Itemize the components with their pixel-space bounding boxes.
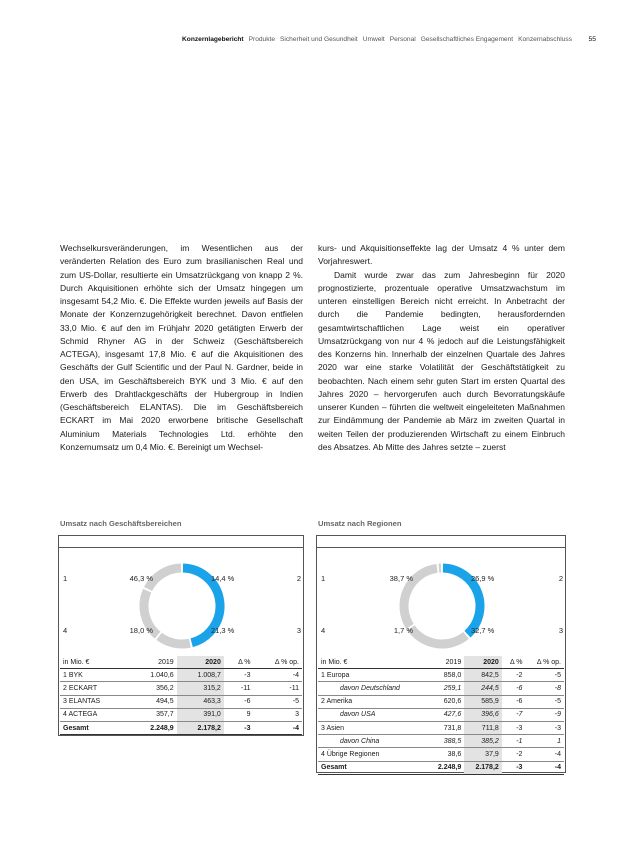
cell-delta-op: -11: [254, 682, 302, 695]
cell-delta: -11: [224, 682, 254, 695]
regions-donut-chart: [317, 536, 567, 656]
cell-2019: 620,6: [427, 695, 465, 708]
cell-delta: -3: [224, 669, 254, 682]
cell-2020: 391,0: [177, 708, 224, 721]
cell-delta: -3: [502, 761, 526, 774]
cell-2020: 315,2: [177, 682, 224, 695]
table-row: [60, 682, 302, 695]
row-label: 3 ELANTAS: [60, 695, 129, 708]
row-label: 4 Übrige Regionen: [318, 748, 427, 761]
col-header-unit: in Mio. €: [60, 656, 129, 669]
page-number: 55: [588, 36, 596, 43]
cell-2019: 38,6: [427, 748, 465, 761]
nav-item-engagement[interactable]: Gesellschaftliches Engagement: [420, 36, 514, 43]
segments-figure: [58, 535, 304, 736]
regions-table: [318, 656, 564, 775]
cell-2020: 37,9: [464, 748, 502, 761]
cell-delta: -7: [502, 708, 526, 721]
col-header-unit: in Mio. €: [318, 656, 427, 669]
cell-2019: 259,1: [427, 682, 465, 695]
row-label: 1 Europa: [318, 669, 427, 682]
data-label-3: 32,7 %: [471, 626, 495, 635]
legend-number-3: 3: [558, 626, 563, 635]
cell-delta: -3: [502, 721, 526, 734]
regions-title: Umsatz nach Regionen: [318, 519, 402, 528]
segments-table: [60, 656, 302, 735]
cell-delta: 9: [224, 708, 254, 721]
cell-2019: 731,8: [427, 721, 465, 734]
nav-item-umwelt[interactable]: Umwelt: [362, 36, 385, 43]
cell-delta-op: -8: [525, 682, 564, 695]
cell-delta: -2: [502, 748, 526, 761]
cell-delta: -6: [502, 682, 526, 695]
table-row: [318, 695, 564, 708]
page-header: [0, 36, 634, 48]
cell-2020: 1.008,7: [177, 669, 224, 682]
table-row: [318, 669, 564, 682]
donut-slice-2: [159, 636, 190, 644]
data-label-4: 18,0 %: [129, 626, 153, 635]
legend-number-3: 3: [296, 626, 301, 635]
cell-2019: 427,6: [427, 708, 465, 721]
cell-delta-op: 1: [525, 735, 564, 748]
col-header-2020: 2020: [464, 656, 502, 669]
legend-number-1: 1: [321, 574, 326, 583]
row-label: 1 BYK: [60, 669, 129, 682]
table-row: [60, 669, 302, 682]
segments-title: Umsatz nach Geschäftsbereichen: [60, 519, 182, 528]
table-header-row: [60, 656, 302, 669]
cell-2019: 858,0: [427, 669, 465, 682]
cell-2019: 1.040,6: [129, 669, 176, 682]
cell-2019: 2.248,9: [427, 761, 465, 774]
col-header-2019: 2019: [427, 656, 465, 669]
table-total-row: [60, 721, 302, 734]
nav-item-produkte[interactable]: Produkte: [248, 36, 275, 43]
row-label: Gesamt: [60, 721, 129, 734]
row-label: 2 Amerika: [318, 695, 427, 708]
cell-delta-op: -5: [254, 695, 302, 708]
table-row: [60, 708, 302, 721]
body-column-right: [318, 242, 565, 454]
cell-delta-op: -4: [254, 721, 302, 734]
legend-number-4: 4: [321, 626, 326, 635]
cell-delta-op: -5: [525, 695, 564, 708]
table-row: [60, 695, 302, 708]
cell-delta: -6: [224, 695, 254, 708]
data-label-2: 14,4 %: [211, 574, 235, 583]
donut-slice-2: [411, 628, 466, 644]
data-label-1: 46,3 %: [129, 574, 153, 583]
cell-2019: 356,2: [129, 682, 176, 695]
cell-delta: -1: [502, 735, 526, 748]
cell-2019: 388,5: [427, 735, 465, 748]
segments-donut-chart: [59, 536, 305, 656]
regions-figure: [316, 535, 566, 773]
table-header-row: [318, 656, 564, 669]
cell-delta-op: -4: [525, 761, 564, 774]
data-label-2: 26,9 %: [471, 574, 495, 583]
cell-2020: 244,5: [464, 682, 502, 695]
row-label: 3 Asien: [318, 721, 427, 734]
nav-item-sicherheit[interactable]: Sicherheit und Gesundheit: [280, 36, 358, 43]
nav-item-konzernabschluss[interactable]: Konzernabschluss: [518, 36, 572, 43]
cell-2020: 711,8: [464, 721, 502, 734]
data-label-4: 1,7 %: [393, 626, 413, 635]
row-label: Gesamt: [318, 761, 427, 774]
row-label: davon USA: [318, 708, 427, 721]
table-subrow: [318, 735, 564, 748]
data-label-3: 21,3 %: [211, 626, 235, 635]
section-nav: [182, 36, 572, 43]
cell-2019: 357,7: [129, 708, 176, 721]
legend-number-2: 2: [558, 574, 563, 583]
col-header-delta-op: Δ % op.: [254, 656, 302, 669]
table-subrow: [318, 708, 564, 721]
cell-delta-op: -4: [254, 669, 302, 682]
row-label: 4 ACTEGA: [60, 708, 129, 721]
cell-2020: 396,6: [464, 708, 502, 721]
cell-2020: 463,3: [177, 695, 224, 708]
table-total-row: [318, 761, 564, 774]
paragraph: Damit wurde zwar das zum Jahresbeginn für 2020 prognostizierte, prozentuale operative Umsatzwachstum im unteren einstelligen Bereich nicht erreicht. In Anbetracht der durch die Pandemie bedingten, herausfordernden gesamtwirtschaftlichen Lage weist ein operativer Umsatzrückgang von nur 4 % jedoch auf die Leistungsfähigkeit des Konzerns hin. Innerhalb der einzelnen Quartale des Jahres 2020 war eine starke Volatilität der Geschäftstätigkeit zu beobachten. Nach einem sehr guten Start im ersten Quartal des Jahres 2020 – hervorgerufen auch durch Bevorratungskäufe unserer Kunden – führten die weltweit eingeleiteten Maßnahmen zur Eindämmung der Pandemie ab März im zweiten Quartal in weiten Teilen der produzierenden Wirtschaft zu einem Einbruch des Absatzes. Ab Mitte des Jahres setzte – zuerst: [318, 269, 565, 452]
cell-delta: -3: [224, 721, 254, 734]
cell-delta: -2: [502, 669, 526, 682]
col-header-delta: Δ %: [224, 656, 254, 669]
table-subrow: [318, 682, 564, 695]
nav-item-personal[interactable]: Personal: [389, 36, 416, 43]
row-label: 2 ECKART: [60, 682, 129, 695]
table-row: [318, 721, 564, 734]
cell-2019: 2.248,9: [129, 721, 176, 734]
cell-2020: 2.178,2: [177, 721, 224, 734]
cell-delta: -6: [502, 695, 526, 708]
cell-delta-op: -4: [525, 748, 564, 761]
cell-delta-op: -5: [525, 669, 564, 682]
row-label: davon China: [318, 735, 427, 748]
cell-2020: 385,2: [464, 735, 502, 748]
cell-2020: 2.178,2: [464, 761, 502, 774]
col-header-delta-op: Δ % op.: [525, 656, 564, 669]
paragraph: Wechselkursveränderungen, im Wesentlichen aus der veränderten Relation des Euro zum brasilianischen Real und zum US-Dollar, resultierte ein Umsatzrückgang von knapp 2 %. Durch Akquisitionen erhöhte sich der Umsatz hingegen um insgesamt 54,2 Mio. €. Die Effekte wurden jeweils auf Basis der Monate der Konzernzugehörigkeit berechnet. Davon entfielen 33,0 Mio. € auf den im Frühjahr 2020 getätigten Erwerb der Schmid Rhyner AG in der Schweiz (Geschäftsbereich ACTEGA), insgesamt 17,8 Mio. € auf die Akquisitionen des Geschäfts der Gulf Scientific und der Paul N. Gardner, beide in den USA, im Geschäftsbereich BYK und 3 Mio. € auf den Erwerb des Drahtlackgeschäfts der Hubergroup in Indien (Geschäftsbereich ELANTAS). Die im Geschäftsbereich ECKART im Mai 2020 erworbene britische Gesellschaft Aluminium Materials Technologies Ltd. erhöhte den Konzernumsatz um 0,4 Mio. €. Bereinigt um Wechsel-: [60, 243, 303, 452]
cell-delta-op: 3: [254, 708, 302, 721]
paragraph: kurs- und Akquisitionseffekte lag der Umsatz 4 % unter dem Vorjahreswert.: [318, 243, 565, 267]
legend-number-4: 4: [63, 626, 68, 635]
cell-delta-op: -9: [525, 708, 564, 721]
table-row: [318, 748, 564, 761]
data-label-1: 38,7 %: [389, 574, 413, 583]
body-column-left: [60, 242, 303, 454]
cell-2019: 494,5: [129, 695, 176, 708]
legend-number-2: 2: [296, 574, 301, 583]
col-header-2020: 2020: [177, 656, 224, 669]
nav-item-konzernlagebericht[interactable]: Konzernlagebericht: [182, 36, 244, 43]
cell-delta-op: -3: [525, 721, 564, 734]
row-label: davon Deutschland: [318, 682, 427, 695]
col-header-2019: 2019: [129, 656, 176, 669]
col-header-delta: Δ %: [502, 656, 526, 669]
cell-2020: 585,9: [464, 695, 502, 708]
legend-number-1: 1: [63, 574, 68, 583]
cell-2020: 842,5: [464, 669, 502, 682]
